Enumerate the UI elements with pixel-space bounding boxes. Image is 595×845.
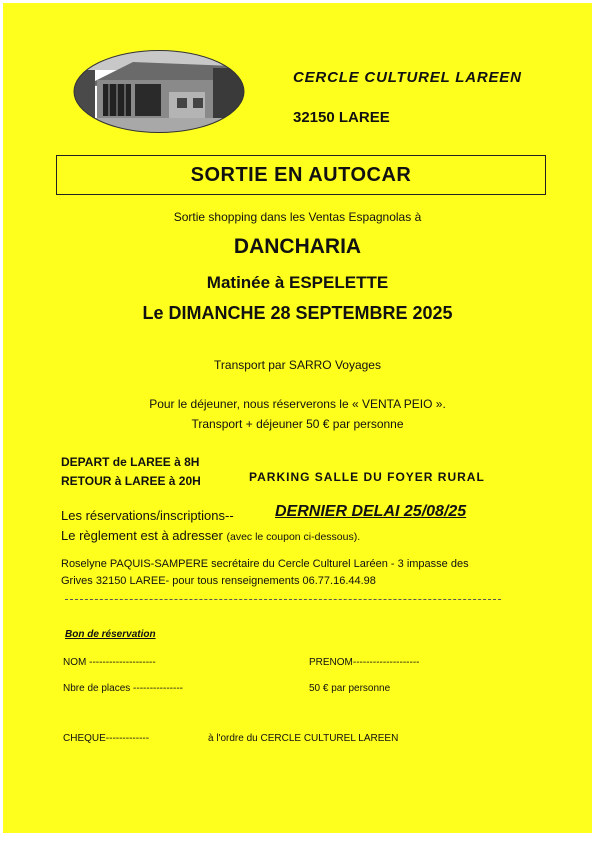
intro-text: Sortie shopping dans les Ventas Espagnolas à <box>173 210 422 224</box>
page-title: SORTIE EN AUTOCAR <box>190 164 412 186</box>
parking-location: PARKING SALLE DU FOYER RURAL <box>249 470 485 484</box>
form-cheque-order: à l'ordre du CERCLE CULTUREL LAREEN <box>208 733 399 744</box>
reservation-form-title: Bon de réservation <box>65 629 156 640</box>
building-photo <box>73 50 245 133</box>
form-nom-field: NOM -------------------- <box>63 657 156 668</box>
destination: DANCHARIA <box>233 235 362 258</box>
reservations-label: Les réservations/inscriptions-- <box>61 508 234 523</box>
flyer-page <box>3 3 592 833</box>
form-per-person: 50 € par personne <box>309 683 391 694</box>
form-prenom-field: PRENOM-------------------- <box>309 657 420 668</box>
cut-line <box>65 599 501 600</box>
contact-line-2: Grives 32150 LAREE- pour tous renseignements 06.77.16.44.98 <box>61 575 376 587</box>
organization-name: CERCLE CULTUREL LAREEN <box>293 69 522 86</box>
departure-time: DEPART de LAREE à 8H <box>61 455 200 469</box>
transport-info: Transport par SARRO Voyages <box>214 358 381 372</box>
payment-info <box>61 528 360 543</box>
form-cheque-field: CHEQUE------------- <box>63 733 150 744</box>
lunch-info: Pour le déjeuner, nous réserverons le « VENTA PEIO ». <box>149 397 446 411</box>
price-info: Transport + déjeuner 50 € par personne <box>191 417 404 431</box>
deadline: DERNIER DELAI 25/08/25 <box>275 503 467 520</box>
event-date: Le DIMANCHE 28 SEPTEMBRE 2025 <box>142 303 453 323</box>
organization-city: 32150 LAREE <box>293 109 390 126</box>
contact-line-1: Roselyne PAQUIS-SAMPERE secrétaire du Cercle Culturel Laréen - 3 impasse des <box>61 558 469 570</box>
form-places-field: Nbre de places --------------- <box>63 683 183 694</box>
return-time: RETOUR à LAREE à 20H <box>61 474 201 488</box>
payment-note: (avec le coupon ci-dessous). <box>226 531 361 543</box>
title-box <box>56 155 546 195</box>
morning-activity: Matinée à ESPELETTE <box>206 273 389 292</box>
payment-text: Le règlement est à adresser <box>61 528 223 543</box>
